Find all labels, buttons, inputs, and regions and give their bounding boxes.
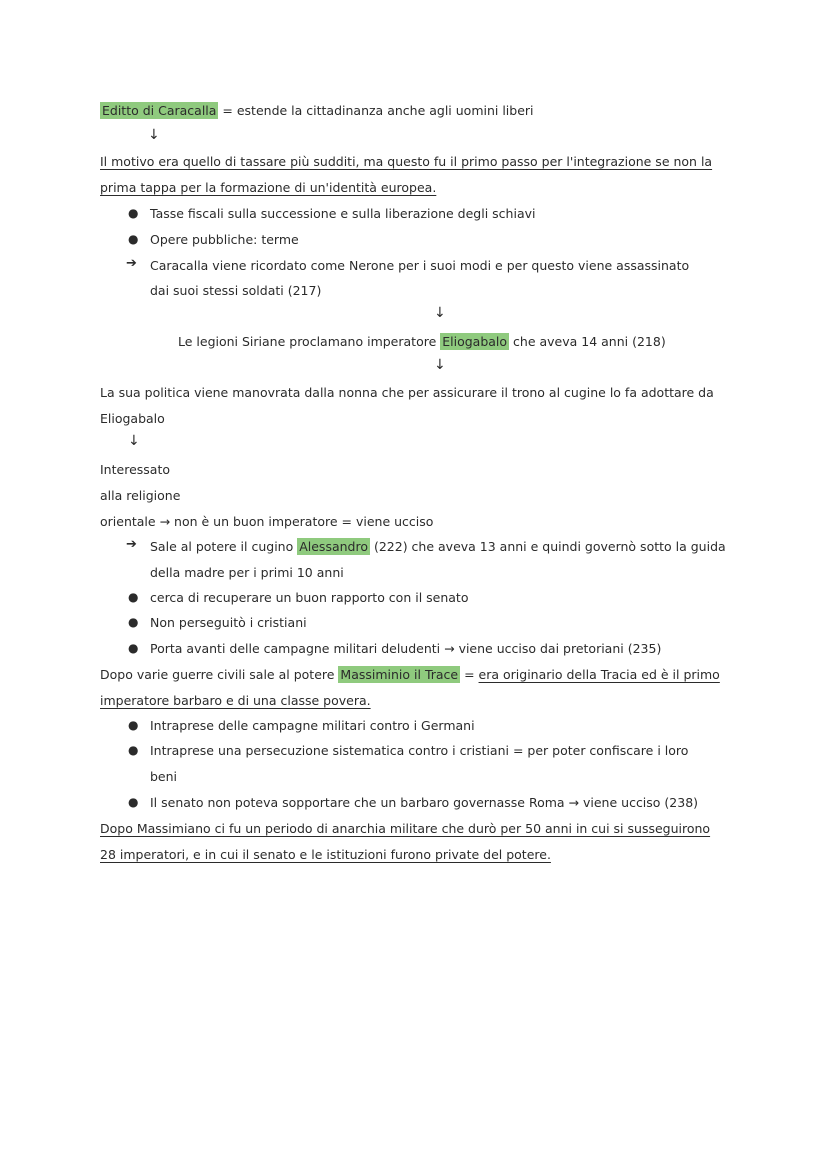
line-motivo: Il motivo era quello di tassare più sudditi, ma questo fu il primo passo per l'integrazione se non la bbox=[100, 154, 713, 169]
highlight-eliogabalo: Eliogabalo bbox=[442, 334, 508, 349]
line-religione: alla religione bbox=[100, 488, 181, 503]
bullet-persecuzione: Intraprese una persecuzione sistematica contro i cristiani = per poter confiscare i loro bbox=[150, 743, 689, 758]
highlight-alessandro: Alessandro bbox=[299, 539, 368, 554]
text-eliogabalo-age: che aveva 14 anni (218) bbox=[509, 334, 666, 349]
arrow-item-alessandro bbox=[150, 538, 728, 556]
arrow-right-icon: ➔ bbox=[126, 256, 137, 271]
line-editto bbox=[100, 102, 728, 120]
highlight-massiminio: Massiminio il Trace bbox=[340, 667, 459, 682]
text-editto-desc: = estende la cittadinanza anche agli uomini liberi bbox=[218, 103, 534, 118]
line-politica: La sua politica viene manovrata dalla nonna che per assicurare il trono al cugine lo fa adottare da bbox=[100, 385, 714, 400]
highlight-editto-caracalla: Editto di Caracalla bbox=[102, 103, 217, 118]
bullet-icon: ● bbox=[128, 206, 139, 220]
arrow-item-caracalla-cont: dai suoi stessi soldati (217) bbox=[150, 283, 322, 298]
down-arrow-4: ↓ bbox=[128, 433, 140, 449]
arrow-item-alessandro-cont: della madre per i primi 10 anni bbox=[150, 565, 344, 580]
bullet-persecuzione-cont: beni bbox=[150, 769, 178, 784]
text-tracia: era originario della Tracia ed è il primo bbox=[478, 667, 720, 682]
bullet-icon: ● bbox=[128, 795, 139, 809]
text-equals: = bbox=[460, 667, 479, 682]
bullet-opere: Opere pubbliche: terme bbox=[150, 232, 299, 247]
bullet-senato: cerca di recuperare un buon rapporto con il senato bbox=[150, 590, 469, 605]
arrow-right-icon: ➔ bbox=[126, 537, 137, 552]
bullet-campagne: Porta avanti delle campagne militari deludenti → viene ucciso dai pretoriani (235) bbox=[150, 641, 662, 656]
bullet-icon: ● bbox=[128, 590, 139, 604]
arrow-item-caracalla: Caracalla viene ricordato come Nerone per i suoi modi e per questo viene assassinato bbox=[150, 258, 690, 273]
down-arrow-1: ↓ bbox=[148, 127, 160, 143]
line-interessato: Interessato bbox=[100, 462, 170, 477]
line-politica-cont: Eliogabalo bbox=[100, 411, 165, 426]
bullet-icon: ● bbox=[128, 718, 139, 732]
line-massiminio bbox=[100, 666, 728, 684]
bullet-icon: ● bbox=[128, 615, 139, 629]
text-guerre: Dopo varie guerre civili sale al potere bbox=[100, 667, 339, 682]
down-arrow-2: ↓ bbox=[434, 305, 446, 321]
bullet-icon: ● bbox=[128, 743, 139, 757]
line-anarchia: Dopo Massimiano ci fu un periodo di anarchia militare che durò per 50 anni in cui si susseguirono bbox=[100, 821, 711, 836]
text-sale: Sale al potere il cugino bbox=[150, 539, 298, 554]
bullet-icon: ● bbox=[128, 232, 139, 246]
text-alessandro-desc: (222) che aveva 13 anni e quindi governò sotto la guida bbox=[370, 539, 726, 554]
bullet-germani: Intraprese delle campagne militari contro i Germani bbox=[150, 718, 475, 733]
bullet-roma: Il senato non poteva sopportare che un barbaro governasse Roma → viene ucciso (238) bbox=[150, 795, 699, 810]
bullet-tasse: Tasse fiscali sulla successione e sulla liberazione degli schiavi bbox=[150, 206, 536, 221]
line-prima-tappa: prima tappa per la formazione di un'identità europea. bbox=[100, 180, 437, 195]
bullet-cristiani: Non perseguitò i cristiani bbox=[150, 615, 307, 630]
text-legioni: Le legioni Siriane proclamano imperatore bbox=[178, 334, 441, 349]
line-orientale: orientale → non è un buon imperatore = viene ucciso bbox=[100, 514, 434, 529]
down-arrow-3: ↓ bbox=[434, 357, 446, 373]
line-imperatori: 28 imperatori, e in cui il senato e le istituzioni furono private del potere. bbox=[100, 847, 551, 862]
line-legioni bbox=[178, 333, 728, 351]
bullet-icon: ● bbox=[128, 641, 139, 655]
line-barbaro: imperatore barbaro e di una classe povera. bbox=[100, 693, 371, 708]
